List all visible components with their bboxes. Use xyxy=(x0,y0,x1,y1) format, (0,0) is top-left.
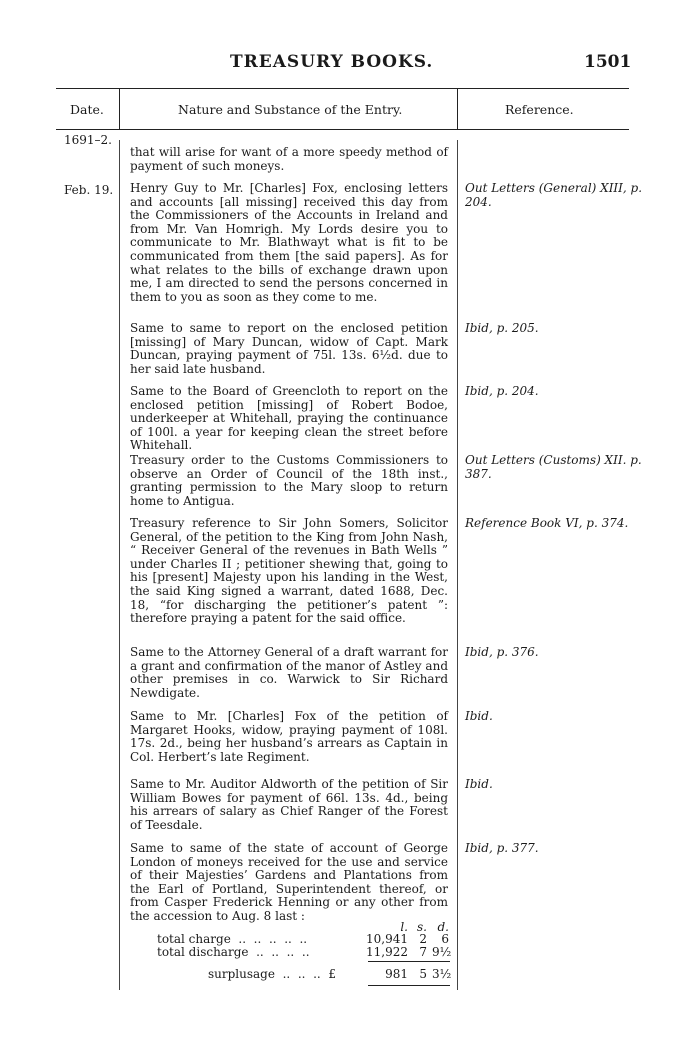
account-row-pounds: 10,941 xyxy=(366,932,408,946)
entry-reference: Reference Book VI, p. 374. xyxy=(465,516,629,530)
entry-text: that will arise for want of a more speedy method of payment of such moneys. xyxy=(130,145,448,173)
account-sum-rule-top xyxy=(368,961,450,962)
account-row-pence: 9½ xyxy=(432,945,452,959)
account-unit-pounds: l. xyxy=(400,920,408,934)
account-row-shillings: 2 xyxy=(419,932,427,946)
entry-text: Treasury reference to Sir John Somers, Solicitor General, of the petition to the King from John Nash, “ Receiver General of the revenues in Bath Wells ” under Charles II ; petitioner shewing that, going to his [present] Majesty upon his landing in the West, the said King signed a warrant, dated 1688, Dec. 18, “for discharging the petitioner’s patent ”: therefore praying a patent for the said office. xyxy=(130,516,448,626)
header-rule xyxy=(56,129,629,130)
entry-reference: Ibid, p. 377. xyxy=(465,841,539,855)
entry-reference: Ibid. xyxy=(465,709,493,723)
entry-text: Treasury order to the Customs Commissioners to observe an Order of Council of the 18th inst., granting permission to the Mary sloop to return home to Antigua. xyxy=(130,453,448,508)
account-total-pounds: 981 xyxy=(385,967,408,981)
top-rule xyxy=(56,88,629,89)
column-divider-left xyxy=(119,88,120,130)
entry-reference: Out Letters (General) XIII, p. 204. xyxy=(465,181,643,209)
account-total-shillings: 5 xyxy=(419,967,427,981)
account-row-shillings: 7 xyxy=(419,945,427,959)
page-number: 1501 xyxy=(584,52,632,72)
account-row-pence: 6 xyxy=(441,932,449,946)
entry-reference: Ibid, p. 376. xyxy=(465,645,539,659)
entry-text: Same to same of the state of account of George London of moneys received for the use and service of their Majesties’ Gardens and Plantations from the Earl of Portland, Superintendent thereof, or from Casper Frederick Henning or any other from the accession to Aug. 8 last : xyxy=(130,841,448,923)
page-header xyxy=(0,52,673,76)
column-header-reference: Reference. xyxy=(505,102,574,117)
entry-text: Same to the Attorney General of a draft warrant for a grant and confirmation of the manor of Astley and other premises in co. Warwick to Sir Richard Newdigate. xyxy=(130,645,448,700)
entry-text: Henry Guy to Mr. [Charles] Fox, enclosing letters and accounts [all missing] received this day from the Commissioners of the Accounts in Ireland and from Mr. Van Homrigh. My Lords desire you to communicate to Mr. Blathwayt what is fit to be communicated from them [the said papers]. As for what relates to the bills of exchange drawn upon me, I am directed to send the persons concerned in them to you as soon as they come to me. xyxy=(130,181,448,304)
entry-reference: Ibid, p. 204. xyxy=(465,384,539,398)
account-row-label: total discharge .. .. .. .. xyxy=(157,945,310,959)
running-title: TREASURY BOOKS. xyxy=(230,52,434,72)
account-unit-pence: d. xyxy=(437,920,449,934)
entry-reference: Ibid, p. 205. xyxy=(465,321,539,335)
account-unit-shillings: s. xyxy=(417,920,427,934)
account-sum-rule-bottom xyxy=(368,985,450,986)
account-row-label: total charge .. .. .. .. .. xyxy=(157,932,308,946)
entry-text: Same to Mr. [Charles] Fox of the petition of Margaret Hooks, widow, praying payment of 108l. 17s. 2d., being her husband’s arrears as Captain in Col. Herbert’s late Regiment. xyxy=(130,709,448,764)
entry-date: Feb. 19. xyxy=(64,183,114,197)
column-divider-right xyxy=(457,88,458,130)
account-total-label: surplusage .. .. .. £ xyxy=(208,967,337,981)
account-total-pence: 3½ xyxy=(432,967,452,981)
entry-text: Same to same to report on the enclosed petition [missing] of Mary Duncan, widow of Capt. Mark Duncan, praying payment of 75l. 13s. 6½d. due to her said late husband. xyxy=(130,321,448,376)
column-divider-right-body xyxy=(457,140,458,990)
entry-text: Same to Mr. Auditor Aldworth of the petition of Sir William Bowes for payment of 66l. 13s. 4d., being his arrears of salary as Chief Ranger of the Forest of Teesdale. xyxy=(130,777,448,832)
entry-reference: Out Letters (Customs) XII. p. 387. xyxy=(465,453,642,481)
account-row-pounds: 11,922 xyxy=(366,945,408,959)
column-divider-left-body xyxy=(119,140,120,990)
column-header-nature: Nature and Substance of the Entry. xyxy=(178,102,403,117)
entry-text: Same to the Board of Greencloth to report on the enclosed petition [missing] of Robert Bodoe, underkeeper at Whitehall, praying the continuance of 100l. a year for keeping clean the street before Whitehall. xyxy=(130,384,448,453)
entry-reference: Ibid. xyxy=(465,777,493,791)
column-header-date: Date. xyxy=(70,102,104,117)
entry-date: 1691–2. xyxy=(64,133,112,147)
